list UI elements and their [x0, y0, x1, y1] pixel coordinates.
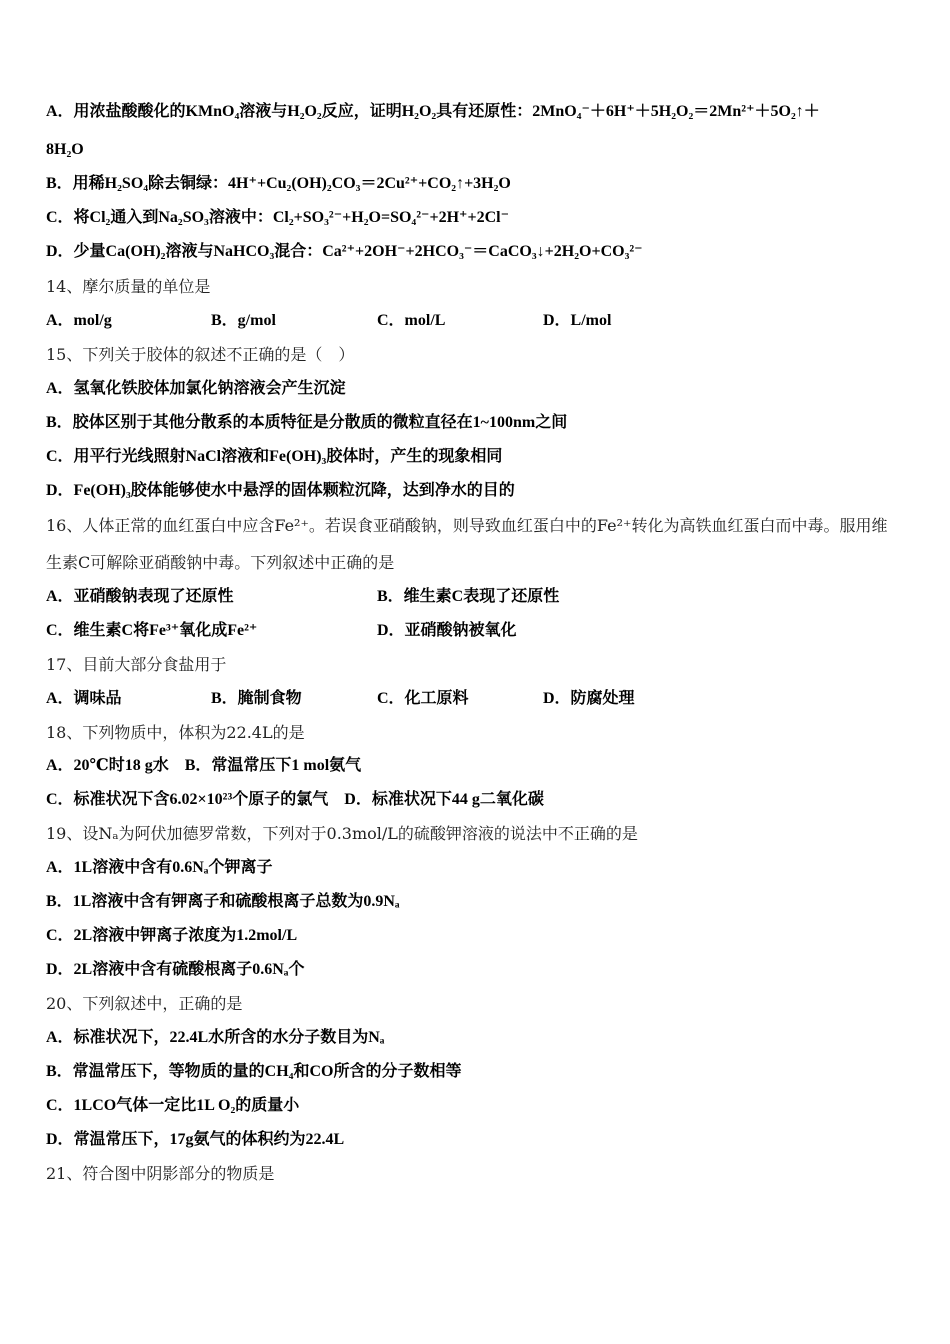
q17-option-b: B．腌制食物 — [211, 690, 302, 707]
q13-option-d: D．少量Ca(OH)₂溶液与NaHCO₃混合：Ca²⁺+2OH⁻+2HCO₃⁻＝CaCO₃↓+2H₂O+CO₃²⁻ — [46, 243, 643, 260]
q18-options-cd: C．标准状况下含6.02×10²³个原子的氯气 D．标准状况下44 g二氧化碳 — [46, 791, 544, 808]
q16-option-a: A．亚硝酸钠表现了还原性 — [46, 588, 234, 605]
q17-option-c: C．化工原料 — [377, 690, 469, 707]
q14-option-b: B．g/mol — [211, 312, 276, 329]
q16-option-b: B．维生素C表现了还原性 — [377, 588, 560, 605]
q13-option-b: B．用稀H₂SO₄除去铜绿：4H⁺+Cu₂(OH)₂CO₃＝2Cu²⁺+CO₂↑+3H₂O — [46, 175, 511, 192]
q16-stem-line1: 16、人体正常的血红蛋白中应含Fe²⁺。若误食亚硝酸钠，则导致血红蛋白中的Fe²⁺转化为高铁血红蛋白而中毒。服用维 — [46, 516, 888, 535]
q14-option-a: A．mol/g — [46, 312, 112, 329]
q15-stem: 15、下列关于胶体的叙述不正确的是（ ） — [46, 345, 355, 364]
q16-option-d: D．亚硝酸钠被氧化 — [377, 622, 517, 639]
q21-stem: 21、符合图中阴影部分的物质是 — [46, 1164, 275, 1183]
q15-option-c: C．用平行光线照射NaCl溶液和Fe(OH)₃胶体时，产生的现象相同 — [46, 448, 503, 465]
q17-stem: 17、目前大部分食盐用于 — [46, 655, 227, 674]
q19-option-d: D．2L溶液中含有硫酸根离子0.6Nₐ个 — [46, 961, 305, 978]
q19-option-a: A．1L溶液中含有0.6Nₐ个钾离子 — [46, 859, 273, 876]
q20-option-d: D．常温常压下，17g氨气的体积约为22.4L — [46, 1131, 345, 1148]
q14-option-c: C．mol/L — [377, 312, 446, 329]
q13-option-a-line1: A．用浓盐酸酸化的KMnO₄溶液与H₂O₂反应，证明H₂O₂具有还原性：2MnO₄⁻＋6H⁺＋5H₂O₂＝2Mn²⁺＋5O₂↑＋ — [46, 103, 820, 120]
q14-stem: 14、摩尔质量的单位是 — [46, 277, 211, 296]
q20-option-c: C．1LCO气体一定比1L O₂的质量小 — [46, 1097, 300, 1114]
q19-stem: 19、设Nₐ为阿伏加德罗常数，下列对于0.3mol/L的硫酸钾溶液的说法中不正确的是 — [46, 824, 638, 843]
q16-stem-line2: 生素C可解除亚硝酸钠中毒。下列叙述中正确的是 — [46, 553, 395, 572]
q17-option-d: D．防腐处理 — [543, 690, 635, 707]
q13-option-c: C．将Cl₂通入到Na₂SO₃溶液中：Cl₂+SO₃²⁻+H₂O=SO₄²⁻+2H⁺+2Cl⁻ — [46, 209, 510, 226]
q17-option-a: A．调味品 — [46, 690, 122, 707]
q15-option-d: D．Fe(OH)₃胶体能够使水中悬浮的固体颗粒沉降，达到净水的目的 — [46, 482, 515, 499]
q20-stem: 20、下列叙述中，正确的是 — [46, 994, 243, 1013]
q13-option-a-line2: 8H₂O — [46, 141, 84, 158]
q16-option-c: C．维生素C将Fe³⁺氧化成Fe²⁺ — [46, 622, 258, 639]
q19-option-b: B．1L溶液中含有钾离子和硫酸根离子总数为0.9Nₐ — [46, 893, 400, 910]
q18-stem: 18、下列物质中，体积为22.4L的是 — [46, 723, 305, 742]
q15-option-b: B．胶体区别于其他分散系的本质特征是分散质的微粒直径在1~100nm之间 — [46, 414, 568, 431]
q20-option-b: B．常温常压下，等物质的量的CH₄和CO所含的分子数相等 — [46, 1063, 462, 1080]
q20-option-a: A．标准状况下，22.4L水所含的水分子数目为Nₐ — [46, 1029, 385, 1046]
q18-options-ab: A．20℃时18 g水 B．常温常压下1 mol氨气 — [46, 757, 362, 774]
q15-option-a: A．氢氧化铁胶体加氯化钠溶液会产生沉淀 — [46, 380, 346, 397]
q19-option-c: C．2L溶液中钾离子浓度为1.2mol/L — [46, 927, 298, 944]
q14-option-d: D．L/mol — [543, 312, 612, 329]
